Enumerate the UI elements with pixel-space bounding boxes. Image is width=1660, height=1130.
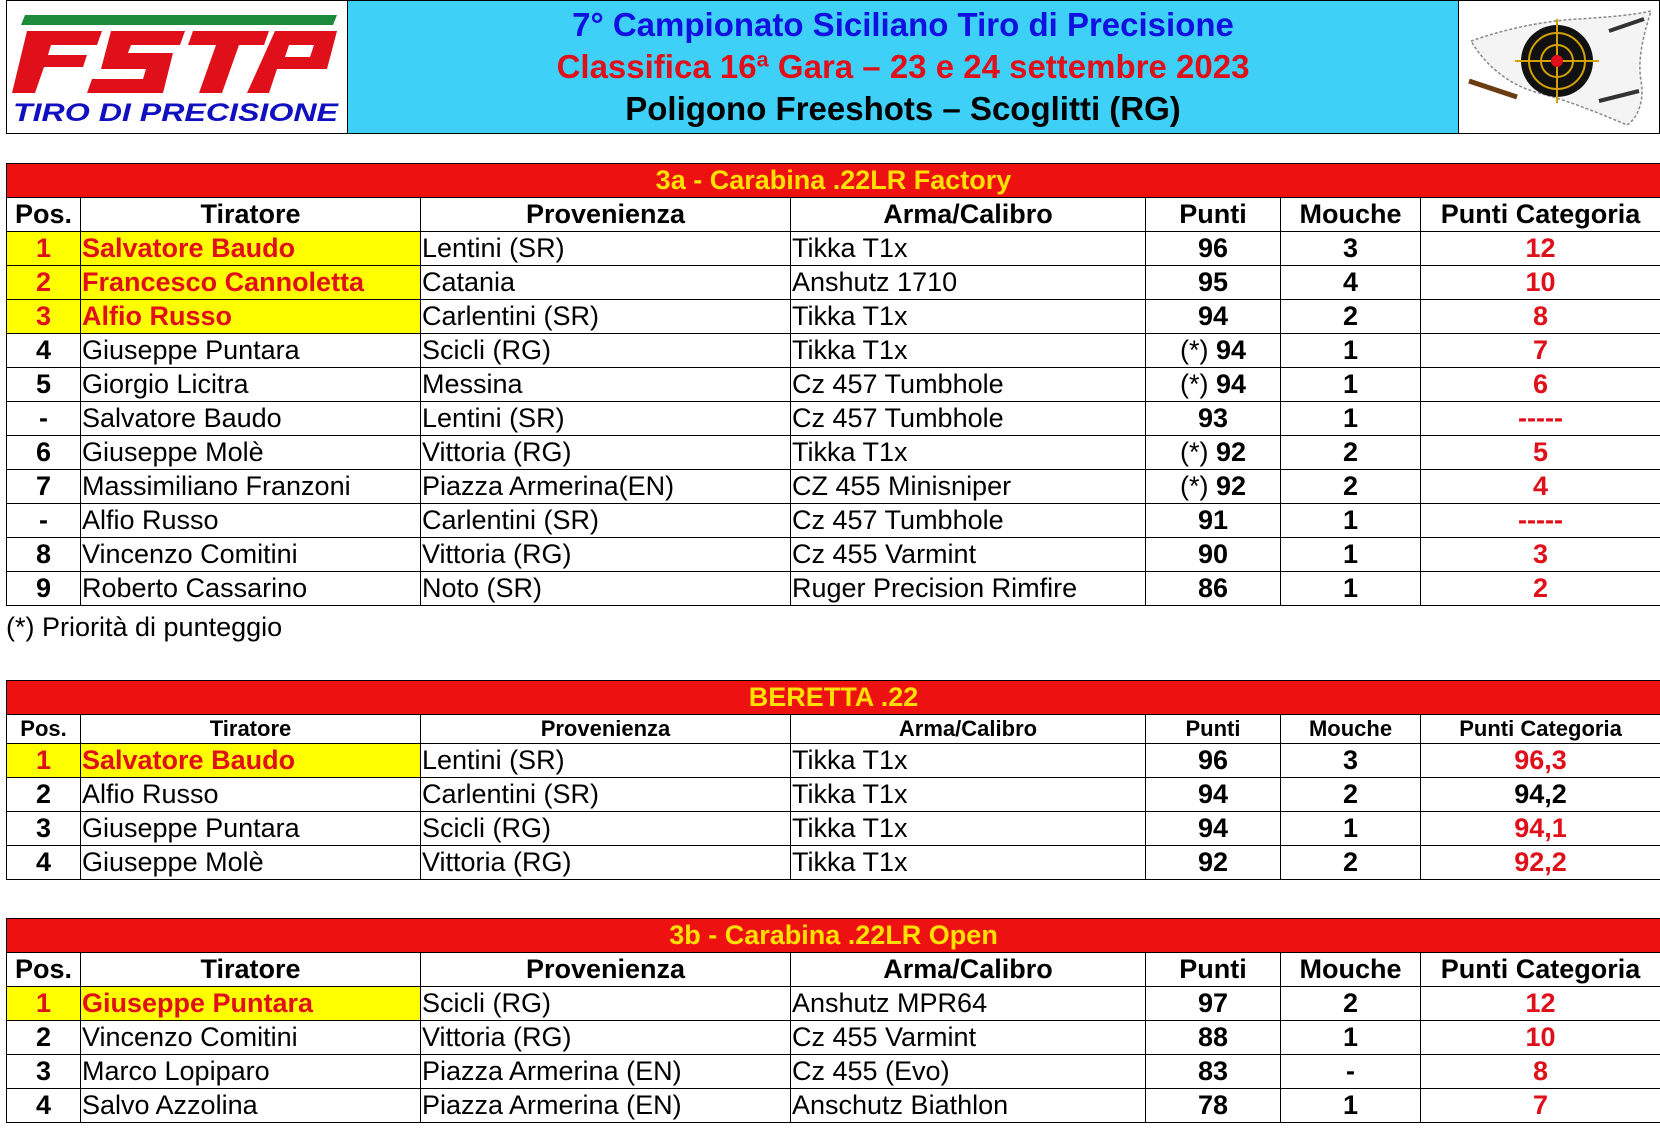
page-title: 7° Campionato Siciliano Tiro di Precisione xyxy=(572,6,1234,43)
col-punti: Punti xyxy=(1146,953,1281,987)
col-tiratore: Tiratore xyxy=(81,953,421,987)
row-name: Giorgio Licitra xyxy=(81,368,421,402)
row-cat-points: 5 xyxy=(1421,436,1660,470)
table-row xyxy=(7,744,1660,778)
table-row xyxy=(7,232,1660,266)
table-row xyxy=(7,334,1660,368)
row-weapon: Cz 457 Tumbhole xyxy=(791,402,1146,436)
row-points: 96 xyxy=(1146,744,1281,778)
row-mouche: 1 xyxy=(1281,402,1421,436)
category-header: 3b - Carabina .22LR Open xyxy=(7,919,1660,953)
ranking-table-factory xyxy=(6,163,1660,606)
row-from: Lentini (SR) xyxy=(421,402,791,436)
row-weapon: Tikka T1x xyxy=(791,744,1146,778)
fstp-logo xyxy=(7,1,348,133)
category-header: 3a - Carabina .22LR Factory xyxy=(7,164,1660,198)
col-punti-categoria: Punti Categoria xyxy=(1421,953,1660,987)
row-cat-points: 4 xyxy=(1421,470,1660,504)
logo-subtitle: TIRO DI PRECISIONE xyxy=(13,99,340,127)
row-weapon: Tikka T1x xyxy=(791,232,1146,266)
row-mouche: 4 xyxy=(1281,266,1421,300)
row-mouche: 1 xyxy=(1281,334,1421,368)
col-provenienza: Provenienza xyxy=(421,715,791,744)
row-cat-points: 8 xyxy=(1421,1055,1660,1089)
row-cat-points: 3 xyxy=(1421,538,1660,572)
col-mouche: Mouche xyxy=(1281,198,1421,232)
priority-footnote: (*) Priorità di punteggio xyxy=(6,612,283,642)
row-mouche: 1 xyxy=(1281,368,1421,402)
sicily-emblem xyxy=(1459,1,1659,133)
row-pos: 3 xyxy=(7,300,81,334)
row-from: Piazza Armerina (EN) xyxy=(421,1055,791,1089)
title-box xyxy=(348,1,1459,133)
col-mouche: Mouche xyxy=(1281,953,1421,987)
row-pos: 4 xyxy=(7,846,81,880)
table-row xyxy=(7,812,1660,846)
row-pos: 4 xyxy=(7,334,81,368)
row-cat-points: 10 xyxy=(1421,1021,1660,1055)
row-pos: 3 xyxy=(7,812,81,846)
row-cat-points: 96,3 xyxy=(1421,744,1660,778)
row-from: Scicli (RG) xyxy=(421,987,791,1021)
row-from: Piazza Armerina (EN) xyxy=(421,1089,791,1123)
table-row xyxy=(7,778,1660,812)
row-mouche: 1 xyxy=(1281,572,1421,606)
row-points: 94 xyxy=(1146,300,1281,334)
row-points: 92 xyxy=(1146,846,1281,880)
row-points: 93 xyxy=(1146,402,1281,436)
row-mouche: 2 xyxy=(1281,470,1421,504)
row-points: 96 xyxy=(1146,232,1281,266)
row-cat-points: 94,1 xyxy=(1421,812,1660,846)
col-provenienza: Provenienza xyxy=(421,953,791,987)
row-from: Piazza Armerina(EN) xyxy=(421,470,791,504)
row-mouche: 1 xyxy=(1281,538,1421,572)
row-mouche: 1 xyxy=(1281,1089,1421,1123)
row-name: Salvatore Baudo xyxy=(81,232,421,266)
row-weapon: Cz 455 (Evo) xyxy=(791,1055,1146,1089)
row-pos: 5 xyxy=(7,368,81,402)
page-venue: Poligono Freeshots – Scoglitti (RG) xyxy=(625,90,1181,127)
row-pos: 1 xyxy=(7,744,81,778)
row-from: Lentini (SR) xyxy=(421,232,791,266)
row-from: Carlentini (SR) xyxy=(421,778,791,812)
row-from: Noto (SR) xyxy=(421,572,791,606)
row-cat-points: 8 xyxy=(1421,300,1660,334)
table-row xyxy=(7,846,1660,880)
row-mouche: - xyxy=(1281,1055,1421,1089)
row-points: 88 xyxy=(1146,1021,1281,1055)
row-weapon: Cz 457 Tumbhole xyxy=(791,504,1146,538)
row-points: 94 xyxy=(1146,778,1281,812)
row-pos: 4 xyxy=(7,1089,81,1123)
table-row xyxy=(7,368,1660,402)
row-pos: 1 xyxy=(7,232,81,266)
col-punti: Punti xyxy=(1146,198,1281,232)
row-points: 94 xyxy=(1146,812,1281,846)
row-from: Scicli (RG) xyxy=(421,334,791,368)
row-cat-points: 7 xyxy=(1421,334,1660,368)
row-pos: 1 xyxy=(7,987,81,1021)
row-mouche: 2 xyxy=(1281,778,1421,812)
row-from: Lentini (SR) xyxy=(421,744,791,778)
row-points: (*) 94 xyxy=(1146,368,1281,402)
row-weapon: Tikka T1x xyxy=(791,846,1146,880)
row-mouche: 1 xyxy=(1281,1021,1421,1055)
row-cat-points: 2 xyxy=(1421,572,1660,606)
row-weapon: CZ 455 Minisniper xyxy=(791,470,1146,504)
row-weapon: Tikka T1x xyxy=(791,300,1146,334)
row-mouche: 2 xyxy=(1281,987,1421,1021)
row-points: 97 xyxy=(1146,987,1281,1021)
row-mouche: 2 xyxy=(1281,300,1421,334)
row-pos: 9 xyxy=(7,572,81,606)
row-points: 95 xyxy=(1146,266,1281,300)
table-row xyxy=(7,266,1660,300)
row-from: Scicli (RG) xyxy=(421,812,791,846)
col-arma: Arma/Calibro xyxy=(791,715,1146,744)
row-name: Giuseppe Puntara xyxy=(81,987,421,1021)
table-row xyxy=(7,572,1660,606)
row-pos: 3 xyxy=(7,1055,81,1089)
row-cat-points: 12 xyxy=(1421,232,1660,266)
row-weapon: Anshutz 1710 xyxy=(791,266,1146,300)
row-from: Catania xyxy=(421,266,791,300)
row-name: Salvatore Baudo xyxy=(81,744,421,778)
sicily-target-icon xyxy=(1459,1,1659,133)
row-name: Francesco Cannoletta xyxy=(81,266,421,300)
row-pos: 8 xyxy=(7,538,81,572)
col-provenienza: Provenienza xyxy=(421,198,791,232)
row-pos: 6 xyxy=(7,436,81,470)
col-arma: Arma/Calibro xyxy=(791,198,1146,232)
row-name: Vincenzo Comitini xyxy=(81,538,421,572)
row-weapon: Cz 455 Varmint xyxy=(791,538,1146,572)
row-points: 86 xyxy=(1146,572,1281,606)
table-row xyxy=(7,987,1660,1021)
row-cat-points: 94,2 xyxy=(1421,778,1660,812)
row-name: Salvatore Baudo xyxy=(81,402,421,436)
row-weapon: Tikka T1x xyxy=(791,334,1146,368)
row-weapon: Tikka T1x xyxy=(791,812,1146,846)
row-weapon: Cz 455 Varmint xyxy=(791,1021,1146,1055)
row-weapon: Cz 457 Tumbhole xyxy=(791,368,1146,402)
column-header-row xyxy=(7,198,1660,232)
row-name: Massimiliano Franzoni xyxy=(81,470,421,504)
row-points: 83 xyxy=(1146,1055,1281,1089)
row-cat-points: 10 xyxy=(1421,266,1660,300)
row-from: Vittoria (RG) xyxy=(421,846,791,880)
page-subtitle: Classifica 16ª Gara – 23 e 24 settembre 2023 xyxy=(556,48,1250,85)
row-from: Messina xyxy=(421,368,791,402)
row-name: Alfio Russo xyxy=(81,300,421,334)
row-from: Carlentini (SR) xyxy=(421,504,791,538)
row-name: Giuseppe Molè xyxy=(81,436,421,470)
table-row xyxy=(7,1089,1660,1123)
row-pos: - xyxy=(7,504,81,538)
row-mouche: 3 xyxy=(1281,744,1421,778)
column-header-row xyxy=(7,715,1660,744)
row-weapon: Ruger Precision Rimfire xyxy=(791,572,1146,606)
col-arma: Arma/Calibro xyxy=(791,953,1146,987)
row-name: Salvo Azzolina xyxy=(81,1089,421,1123)
row-name: Giuseppe Molè xyxy=(81,846,421,880)
row-points: (*) 94 xyxy=(1146,334,1281,368)
row-pos: 2 xyxy=(7,266,81,300)
table-row xyxy=(7,402,1660,436)
row-points: (*) 92 xyxy=(1146,470,1281,504)
row-from: Vittoria (RG) xyxy=(421,436,791,470)
row-mouche: 1 xyxy=(1281,504,1421,538)
row-points: 91 xyxy=(1146,504,1281,538)
row-name: Vincenzo Comitini xyxy=(81,1021,421,1055)
row-points: (*) 92 xyxy=(1146,436,1281,470)
table-row xyxy=(7,504,1660,538)
category-header: BERETTA .22 xyxy=(7,681,1660,715)
row-from: Vittoria (RG) xyxy=(421,538,791,572)
row-mouche: 1 xyxy=(1281,812,1421,846)
row-pos: 2 xyxy=(7,778,81,812)
table-row xyxy=(7,538,1660,572)
col-pos: Pos. xyxy=(7,198,81,232)
page-header xyxy=(6,0,1660,134)
col-mouche: Mouche xyxy=(1281,715,1421,744)
table-row xyxy=(7,470,1660,504)
col-tiratore: Tiratore xyxy=(81,198,421,232)
row-name: Roberto Cassarino xyxy=(81,572,421,606)
row-weapon: Tikka T1x xyxy=(791,778,1146,812)
row-cat-points: 7 xyxy=(1421,1089,1660,1123)
row-points: 90 xyxy=(1146,538,1281,572)
col-tiratore: Tiratore xyxy=(81,715,421,744)
row-weapon: Anschutz Biathlon xyxy=(791,1089,1146,1123)
table-row xyxy=(7,1055,1660,1089)
col-pos: Pos. xyxy=(7,715,81,744)
col-pos: Pos. xyxy=(7,953,81,987)
fstp-logo-graphic xyxy=(7,1,347,133)
row-cat-points: 92,2 xyxy=(1421,846,1660,880)
row-pos: 2 xyxy=(7,1021,81,1055)
row-pos: 7 xyxy=(7,470,81,504)
table-row xyxy=(7,300,1660,334)
table-row xyxy=(7,1021,1660,1055)
row-points: 78 xyxy=(1146,1089,1281,1123)
row-cat-points: 6 xyxy=(1421,368,1660,402)
row-mouche: 2 xyxy=(1281,436,1421,470)
row-cat-points: ----- xyxy=(1421,504,1660,538)
row-pos: - xyxy=(7,402,81,436)
col-punti-categoria: Punti Categoria xyxy=(1421,198,1660,232)
row-mouche: 3 xyxy=(1281,232,1421,266)
col-punti: Punti xyxy=(1146,715,1281,744)
row-cat-points: ----- xyxy=(1421,402,1660,436)
row-weapon: Anshutz MPR64 xyxy=(791,987,1146,1021)
row-cat-points: 12 xyxy=(1421,987,1660,1021)
ranking-table-beretta xyxy=(6,680,1660,880)
row-from: Carlentini (SR) xyxy=(421,300,791,334)
row-name: Alfio Russo xyxy=(81,778,421,812)
ranking-table-open xyxy=(6,918,1660,1123)
row-mouche: 2 xyxy=(1281,846,1421,880)
row-name: Marco Lopiparo xyxy=(81,1055,421,1089)
row-name: Alfio Russo xyxy=(81,504,421,538)
table-row xyxy=(7,436,1660,470)
column-header-row xyxy=(7,953,1660,987)
row-name: Giuseppe Puntara xyxy=(81,334,421,368)
row-from: Vittoria (RG) xyxy=(421,1021,791,1055)
row-weapon: Tikka T1x xyxy=(791,436,1146,470)
col-punti-categoria: Punti Categoria xyxy=(1421,715,1660,744)
row-name: Giuseppe Puntara xyxy=(81,812,421,846)
